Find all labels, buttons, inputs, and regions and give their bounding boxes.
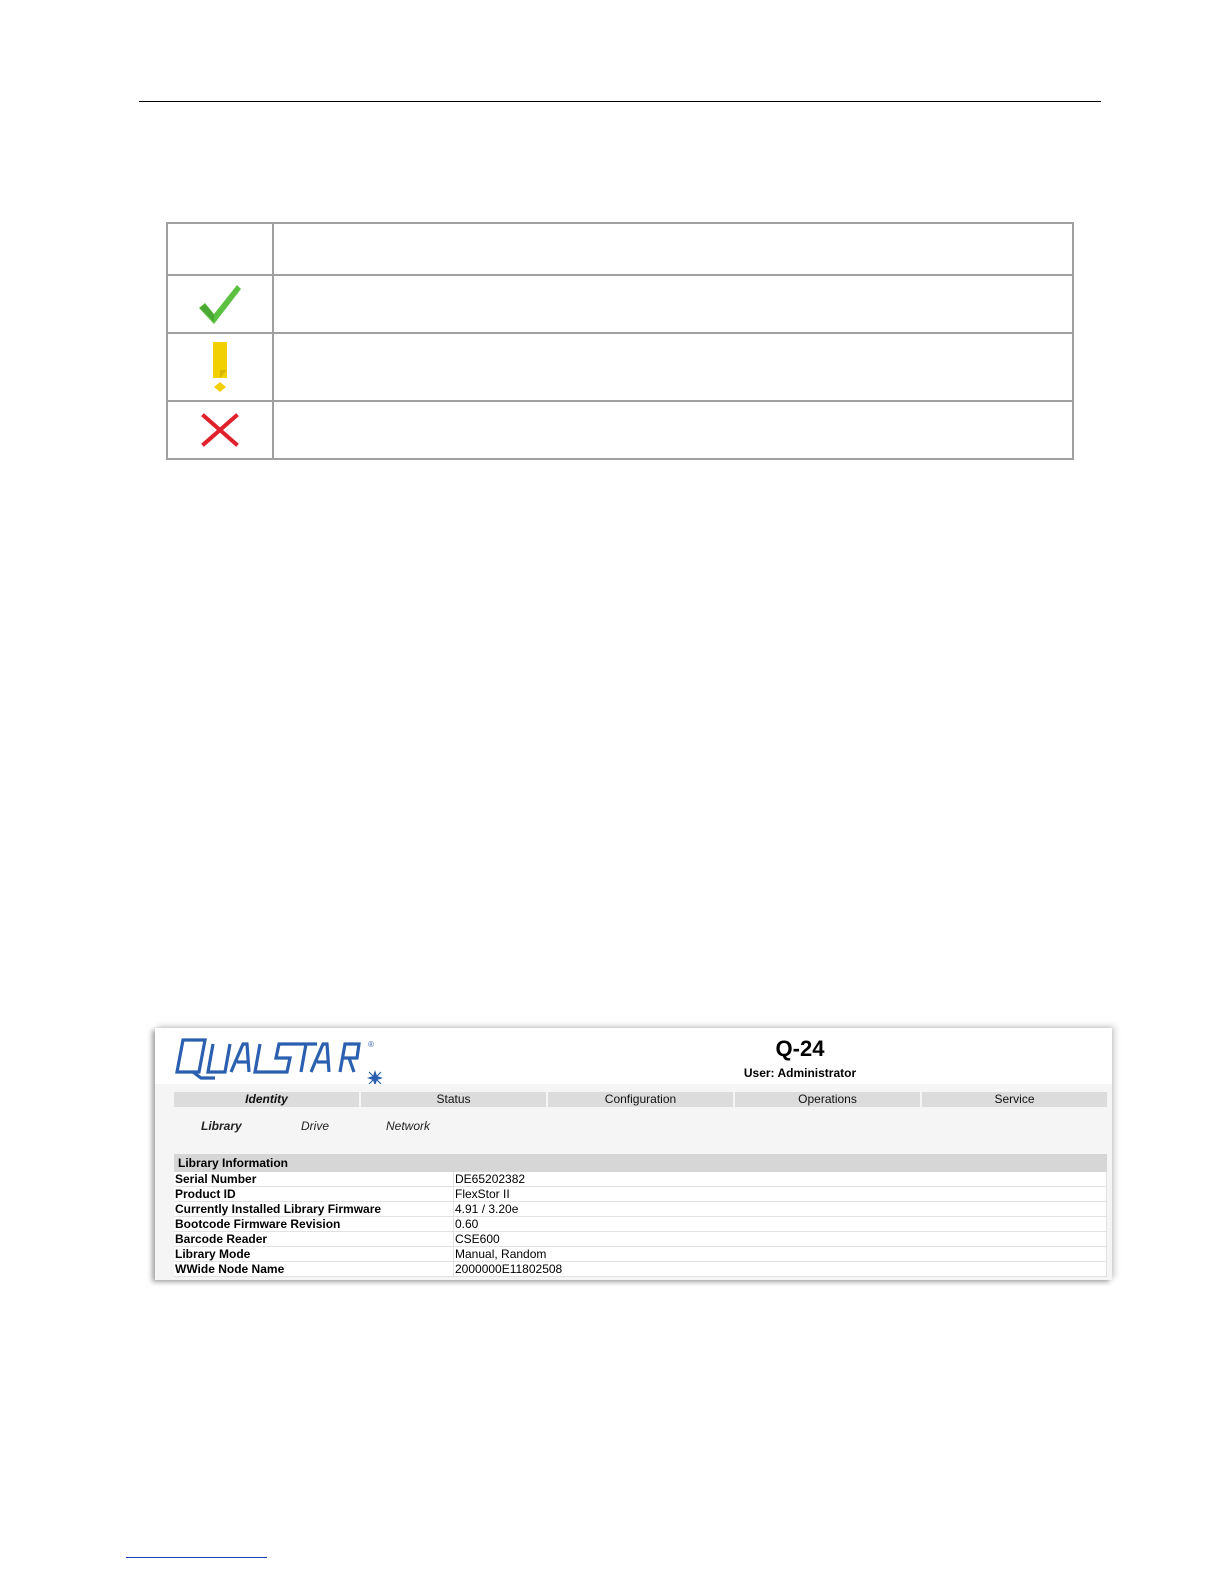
table-row (174, 1187, 1107, 1202)
legend-icon-cell (167, 333, 273, 401)
row-value: Manual, Random (454, 1247, 1107, 1262)
row-label: Currently Installed Library Firmware (174, 1202, 454, 1217)
legend-header-row (167, 223, 1073, 275)
legend-header-icon-cell (167, 223, 273, 275)
row-label: Bootcode Firmware Revision (174, 1217, 454, 1232)
table-row (174, 1232, 1107, 1247)
table-row (174, 1202, 1107, 1217)
library-information-heading: Library Information (174, 1154, 1107, 1172)
row-value: 0.60 (454, 1217, 1107, 1232)
qualstar-logo (171, 1032, 403, 1086)
legend-row-error (167, 401, 1073, 459)
sub-nav-tabs (155, 1119, 1112, 1135)
registered-mark: ® (368, 1040, 374, 1049)
tab-operations[interactable]: Operations (735, 1092, 920, 1107)
subtab-network[interactable]: Network (386, 1119, 431, 1133)
page-header-rule (139, 101, 1101, 102)
library-information-table (174, 1154, 1107, 1277)
tab-service[interactable]: Service (922, 1092, 1107, 1107)
row-value: DE65202382 (454, 1172, 1107, 1187)
table-row (174, 1262, 1107, 1277)
status-icon-legend-table (166, 222, 1074, 460)
row-label: WWide Node Name (174, 1262, 454, 1277)
tab-identity[interactable]: Identity (174, 1092, 359, 1107)
row-value: 4.91 / 3.20e (454, 1202, 1107, 1217)
legend-icon-cell (167, 401, 273, 459)
tab-configuration[interactable]: Configuration (548, 1092, 733, 1107)
library-information-header-row (174, 1154, 1107, 1172)
table-row (174, 1217, 1107, 1232)
model-title: Q-24 (775, 1036, 825, 1061)
legend-text-cell (273, 275, 1073, 333)
legend-text-cell (273, 401, 1073, 459)
legend-row-warning (167, 333, 1073, 401)
row-value: CSE600 (454, 1232, 1107, 1247)
legend-text-cell (273, 333, 1073, 401)
legend-row-ok (167, 275, 1073, 333)
subtab-library[interactable]: Library (201, 1119, 242, 1133)
legend-icon-cell (167, 275, 273, 333)
table-row (174, 1247, 1107, 1262)
tab-status[interactable]: Status (361, 1092, 546, 1107)
row-label: Product ID (174, 1187, 454, 1202)
green-check-icon (197, 282, 243, 326)
table-row (174, 1172, 1107, 1187)
row-label: Serial Number (174, 1172, 454, 1187)
main-nav-tabs (174, 1092, 1107, 1107)
footer-link-underline (126, 1557, 267, 1558)
row-label: Library Mode (174, 1247, 454, 1262)
row-value: 2000000E11802508 (454, 1262, 1107, 1277)
row-label: Barcode Reader (174, 1232, 454, 1247)
red-x-icon (201, 413, 239, 447)
legend-header-text-cell (273, 223, 1073, 275)
web-ui-screenshot (155, 1028, 1112, 1280)
row-value: FlexStor II (454, 1187, 1107, 1202)
user-label: User: Administrator (743, 1066, 857, 1080)
yellow-exclamation-icon (211, 340, 229, 394)
subtab-drive[interactable]: Drive (301, 1119, 330, 1133)
